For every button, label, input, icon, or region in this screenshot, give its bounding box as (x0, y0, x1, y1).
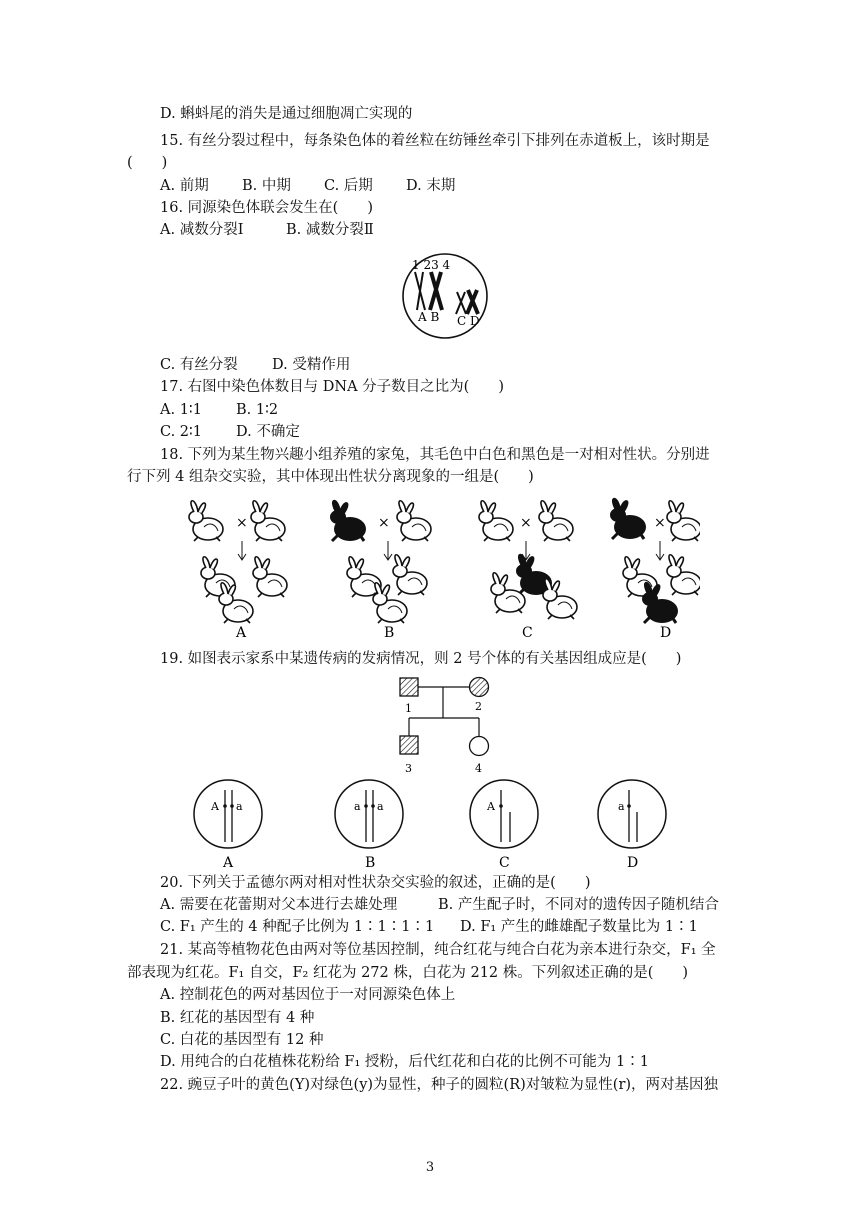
q16-options-cd (160, 355, 350, 375)
q21-option-c: C. 白花的基因型有 12 种 (160, 1032, 324, 1048)
circle (335, 780, 403, 848)
arrow-down-icon (238, 541, 246, 560)
circle (230, 804, 234, 808)
gene-d-left: a (618, 800, 625, 813)
id-1: 1 (405, 702, 412, 715)
circle-label-a: A (223, 855, 234, 871)
q20-options-cd (160, 917, 698, 937)
circle (364, 804, 368, 808)
cell-figure (390, 252, 500, 342)
cross-symbol: × (654, 515, 666, 531)
rabbit-icon (610, 499, 646, 539)
gene-a-right: a (236, 800, 243, 813)
rabbit-icon (393, 555, 427, 595)
gene-c-left: A (487, 800, 495, 813)
circle (223, 804, 227, 808)
circle (627, 804, 631, 808)
gene-b-right: a (377, 800, 384, 813)
rabbit-icon (330, 501, 366, 541)
q20-option-d: D. F₁ 产生的雌雄配子数量比为 1∶1 (460, 919, 698, 935)
labels-ab: A B (418, 310, 440, 324)
chromosome-2 (430, 272, 442, 310)
rabbit-icon (253, 557, 287, 597)
q16-option-d: D. 受精作用 (272, 357, 351, 373)
q15-option-a: A. 前期 (160, 178, 209, 194)
rabbit-icon (491, 573, 525, 613)
q20-stem: 20. 下列关于孟德尔两对相对性状杂交实验的叙述，正确的是( ) (160, 875, 591, 891)
option-circle-c (470, 780, 538, 871)
labels-cd: C D (457, 314, 480, 328)
rabbit-icon (251, 501, 285, 541)
gene-b-left: a (354, 800, 361, 813)
q16-option-b: B. 减数分裂Ⅱ (286, 222, 374, 238)
rabbit-icon (189, 501, 223, 541)
q16-stem: 16. 同源染色体联会发生在( ) (160, 200, 373, 216)
cross-group-b (330, 501, 431, 641)
q20-option-c: C. F₁ 产生的 4 种配子比例为 1∶1∶1∶1 (160, 919, 435, 935)
id-3: 3 (405, 762, 412, 775)
id-2: 2 (475, 700, 482, 713)
cross-symbol: × (520, 515, 532, 531)
cross-symbol: × (378, 515, 390, 531)
circle (499, 804, 503, 808)
rabbit-icon (543, 579, 577, 619)
q17-option-c: C. 2∶1 (160, 424, 203, 440)
cross-group-d (610, 499, 700, 641)
q15-stem: 15. 有丝分裂过程中，每条染色体的着丝粒在纺锤丝牵引下排列在赤道板上，该时期是 (160, 133, 710, 149)
option-circle-b (335, 780, 403, 871)
page-number: 3 (425, 1160, 435, 1175)
individual-4-normal-female (470, 737, 489, 756)
q15-option-b: B. 中期 (242, 178, 291, 194)
rabbit-icon (667, 555, 700, 595)
group-label-b: B (384, 625, 395, 641)
q17-stem: 17. 右图中染色体数目与 DNA 分子数目之比为( ) (160, 379, 504, 395)
q15-stem-cont: ( ) (127, 155, 168, 171)
cross-symbol: × (236, 515, 248, 531)
individual-1-affected-male (400, 678, 418, 696)
group-label-d: D (660, 625, 672, 641)
circle-label-b: B (365, 855, 376, 871)
q17-options-ab (160, 400, 278, 420)
q17-option-a: A. 1∶1 (160, 402, 202, 418)
q16-options-ab (160, 220, 374, 240)
gene-circles-figure (180, 778, 680, 872)
rabbit-icon (397, 501, 431, 541)
chromosome-numbers: 1 23 4 (412, 258, 451, 272)
circle (194, 780, 262, 848)
group-label-c: C (522, 625, 533, 641)
individual-3-affected-male (400, 736, 418, 754)
circle (470, 780, 538, 848)
q18-stem-cont: 行下列 4 组杂交实验，其中体现出性状分离现象的一组是( ) (127, 469, 534, 485)
rabbit-icon (667, 501, 700, 541)
arrow-down-icon (656, 541, 664, 560)
q20-options-ab (160, 895, 719, 915)
chromosome-4 (467, 290, 478, 314)
q21-option-a: A. 控制花色的两对基因位于一对同源染色体上 (160, 987, 456, 1003)
q22-stem: 22. 豌豆子叶的黄色(Y)对绿色(y)为显性，种子的圆粒(R)对皱粒为显性(r)，两对基因独 (160, 1077, 719, 1093)
circle-label-c: C (499, 855, 510, 871)
q17-option-d: D. 不确定 (236, 424, 300, 440)
q15-option-d: D. 末期 (406, 178, 456, 194)
chromosome-3 (456, 292, 466, 314)
rabbit-icon (479, 501, 513, 541)
arrow-down-icon (384, 541, 392, 560)
q21-stem-cont: 部表现为红花。F₁ 自交，F₂ 红花为 272 株，白花为 212 株。下列叙述正确的是( ) (127, 965, 689, 981)
q15-option-c: C. 后期 (324, 178, 373, 194)
chromosome-1 (415, 272, 425, 310)
circle (371, 804, 375, 808)
q19-stem: 19. 如图表示家系中某遗传病的发病情况，则 2 号个体的有关基因组成应是( ) (160, 651, 682, 667)
pedigree-figure (390, 672, 500, 780)
option-circle-d (598, 780, 666, 871)
q16-option-c: C. 有丝分裂 (160, 357, 238, 373)
q20-option-a: A. 需要在花蕾期对父本进行去雄处理 (160, 897, 398, 913)
circle (598, 780, 666, 848)
option-circle-a (194, 780, 262, 871)
q16-option-a: A. 减数分裂Ⅰ (160, 222, 244, 238)
q14-option-d: D. 蝌蚪尾的消失是通过细胞凋亡实现的 (160, 106, 413, 122)
q15-options (160, 176, 455, 196)
q21-option-d: D. 用纯合的白花植株花粉给 F₁ 授粉，后代红花和白花的比例不可能为 1∶1 (160, 1054, 649, 1070)
group-label-a: A (236, 625, 247, 641)
q21-option-b: B. 红花的基因型有 4 种 (160, 1010, 315, 1026)
rabbit-crosses-figure (180, 495, 700, 643)
q17-option-b: B. 1∶2 (236, 402, 279, 418)
rabbit-icon (539, 501, 573, 541)
q20-option-b: B. 产生配子时，不同对的遗传因子随机结合 (438, 897, 719, 913)
gene-a-left: A (211, 800, 219, 813)
individual-2-affected-female (470, 678, 489, 697)
id-4: 4 (475, 762, 482, 775)
q17-options-cd (160, 422, 300, 442)
q21-stem: 21. 某高等植物花色由两对等位基因控制，纯合红花与纯合白花为亲本进行杂交，F₁ 全 (160, 942, 716, 958)
cross-group-a (189, 501, 287, 641)
cross-group-c (479, 501, 577, 641)
circle-label-d: D (627, 855, 639, 871)
q18-stem: 18. 下列为某生物兴趣小组养殖的家兔，其毛色中白色和黑色是一对相对性状。分别进 (160, 447, 710, 463)
rabbit-icon (219, 583, 253, 623)
